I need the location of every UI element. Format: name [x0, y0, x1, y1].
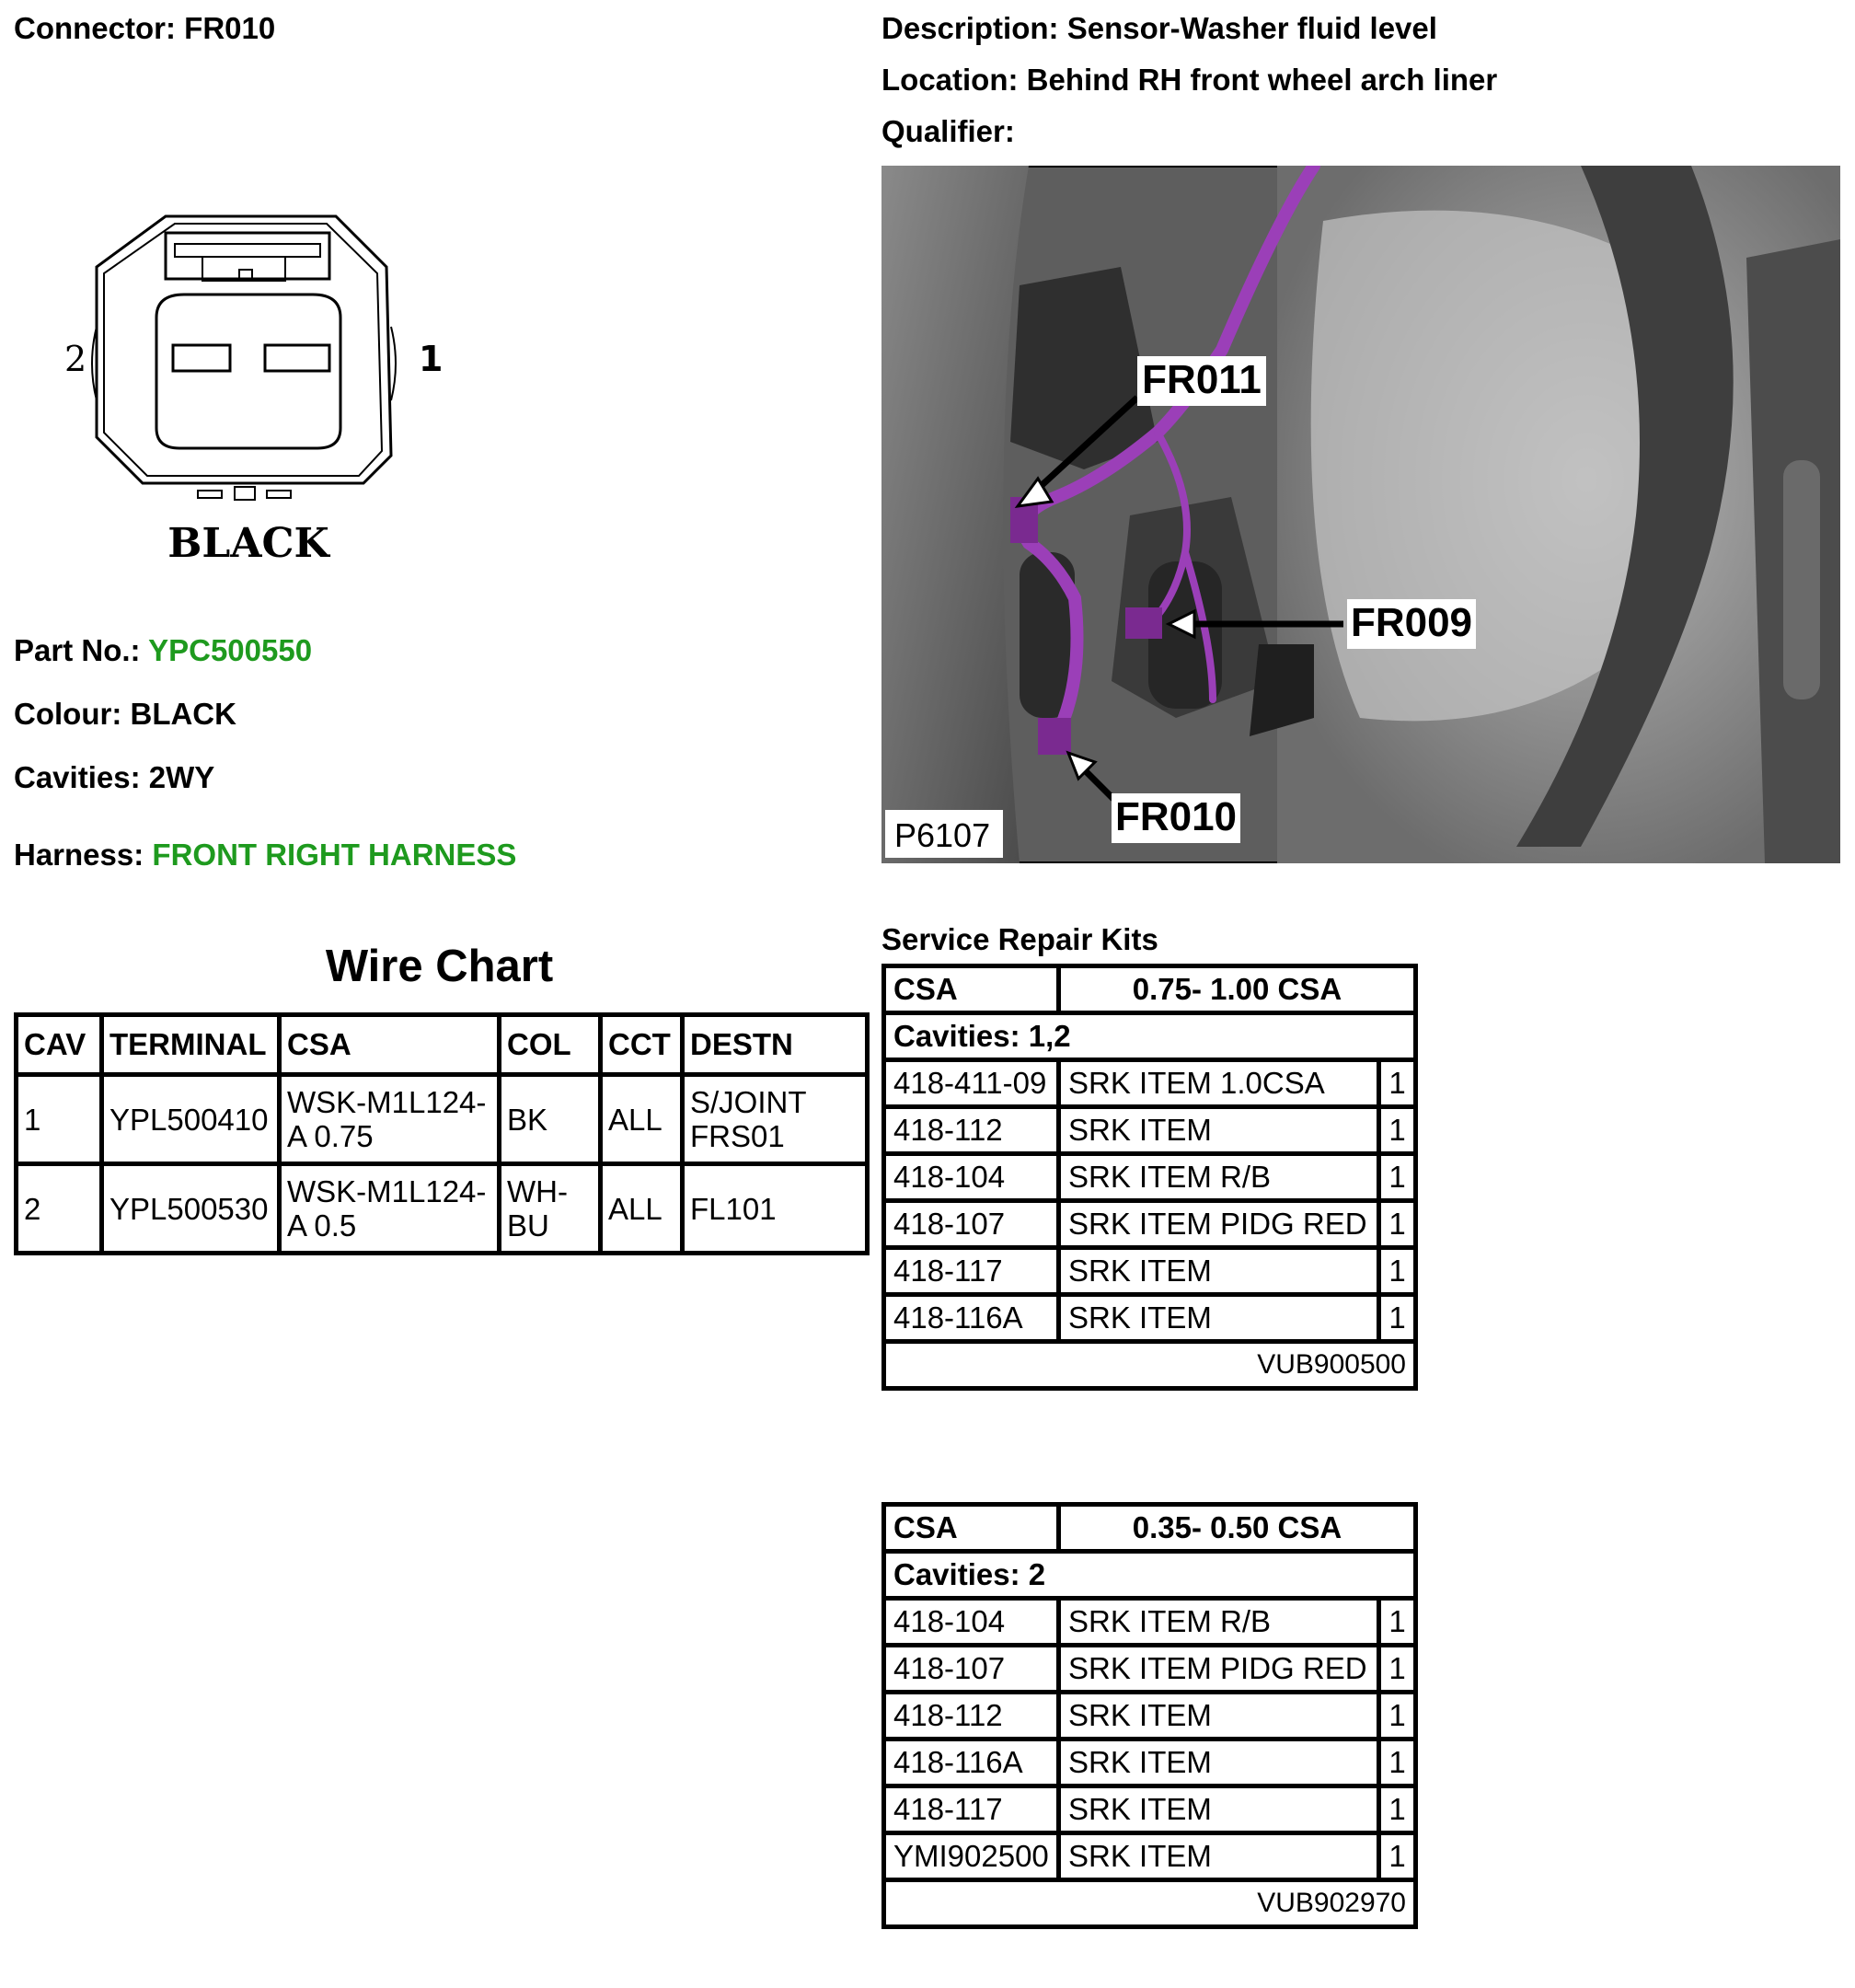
kit-number-row [884, 1880, 1416, 1927]
kit-item-desc: SRK ITEM [1059, 1248, 1379, 1295]
kit-item-qty: 1 [1379, 1154, 1416, 1201]
kit-part-no: 418-117 [884, 1248, 1059, 1295]
cell-terminal: YPL500410 [102, 1075, 280, 1164]
kit-part-no: 418-104 [884, 1599, 1059, 1646]
kit-number-row [884, 1342, 1416, 1389]
harness-line [14, 838, 516, 873]
table-row [884, 1740, 1416, 1786]
kit-item-qty: 1 [1379, 1693, 1416, 1740]
kit-item-desc: SRK ITEM [1059, 1295, 1379, 1342]
location-line [881, 63, 1497, 98]
cavities-line [14, 760, 214, 795]
kit-item-desc: SRK ITEM PIDG RED [1059, 1201, 1379, 1248]
table-row [17, 1164, 868, 1254]
kit-part-no: 418-107 [884, 1646, 1059, 1693]
kit-item-qty: 1 [1379, 1833, 1416, 1880]
kit-item-desc: SRK ITEM [1059, 1740, 1379, 1786]
service-repair-kits-title: Service Repair Kits [881, 922, 1158, 956]
table-row [884, 1060, 1416, 1107]
qualifier-label: Qualifier: [881, 114, 1015, 148]
colour-value: BLACK [130, 697, 236, 731]
pin-label-1: 1 [419, 339, 444, 379]
cell-cav: 2 [17, 1164, 102, 1254]
kit-item-qty: 1 [1379, 1786, 1416, 1833]
table-row [884, 1154, 1416, 1201]
header-destn: DESTN [683, 1015, 868, 1075]
kit-item-qty: 1 [1379, 1740, 1416, 1786]
connector-label: Connector: [14, 11, 176, 45]
table-row [884, 1295, 1416, 1342]
header-csa: CSA [280, 1015, 500, 1075]
table-row [884, 1693, 1416, 1740]
kit-part-no: 418-104 [884, 1154, 1059, 1201]
table-row [884, 1599, 1416, 1646]
connector-fr010-shape [1038, 718, 1071, 755]
cell-cct: ALL [601, 1164, 683, 1254]
kit-item-qty: 1 [1379, 1107, 1416, 1154]
repair-kit-table-1 [881, 964, 1418, 1391]
kit-cavities: Cavities: 1,2 [884, 1013, 1416, 1060]
kit-item-desc: SRK ITEM [1059, 1833, 1379, 1880]
callout-fr009: FR009 [1350, 600, 1473, 645]
kit-item-desc: SRK ITEM 1.0CSA [1059, 1060, 1379, 1107]
kit-part-no: 418-116A [884, 1295, 1059, 1342]
repair-kit-table-2 [881, 1502, 1418, 1929]
kit-item-qty: 1 [1379, 1060, 1416, 1107]
table-row [884, 1786, 1416, 1833]
kit-item-desc: SRK ITEM R/B [1059, 1599, 1379, 1646]
connector-line [14, 11, 275, 46]
wire-chart-header-row [17, 1015, 868, 1075]
connector-fr009-shape [1125, 607, 1162, 639]
table-row [17, 1075, 868, 1164]
photo-id: P6107 [894, 816, 991, 854]
header-cav: CAV [17, 1015, 102, 1075]
connector-face-diagram [46, 207, 451, 575]
kit-item-qty: 1 [1379, 1248, 1416, 1295]
cavities-label: Cavities: [14, 760, 141, 794]
cell-destn: FL101 [683, 1164, 868, 1254]
table-row [884, 1201, 1416, 1248]
kit-header-row [884, 1505, 1416, 1552]
harness-label: Harness: [14, 838, 144, 872]
description-line [881, 11, 1437, 46]
kit-item-qty: 1 [1379, 1295, 1416, 1342]
connector-color-text: BLACK [167, 520, 329, 567]
part-no-link[interactable]: YPC500550 [148, 633, 313, 667]
table-row [884, 1107, 1416, 1154]
table-row [884, 1833, 1416, 1880]
callout-fr010: FR010 [1114, 794, 1238, 839]
colour-label: Colour: [14, 697, 122, 731]
kit-item-qty: 1 [1379, 1201, 1416, 1248]
kit-item-desc: SRK ITEM [1059, 1786, 1379, 1833]
kit-cavities: Cavities: 2 [884, 1552, 1416, 1599]
kit-part-no: 418-112 [884, 1107, 1059, 1154]
kit-part-no: 418-117 [884, 1786, 1059, 1833]
cell-col: BK [500, 1075, 601, 1164]
kit-part-no: YMI902500 [884, 1833, 1059, 1880]
header-col: COL [500, 1015, 601, 1075]
qualifier-line [881, 114, 1015, 149]
kit-csa-value: 0.35- 0.50 CSA [1059, 1505, 1416, 1552]
cavity-2 [173, 345, 230, 371]
kit-cavities-row [884, 1552, 1416, 1599]
part-no-line [14, 633, 312, 668]
description-value: Sensor-Washer fluid level [1066, 11, 1437, 45]
kit-number: VUB902970 [884, 1880, 1416, 1927]
kit-part-no: 418-116A [884, 1740, 1059, 1786]
table-row [884, 1248, 1416, 1295]
location-photo [881, 166, 1840, 863]
cell-destn: S/JOINT FRS01 [683, 1075, 868, 1164]
kit-part-no: 418-107 [884, 1201, 1059, 1248]
kit-part-no: 418-112 [884, 1693, 1059, 1740]
table-row [884, 1646, 1416, 1693]
cell-csa: WSK-M1L124-A 0.75 [280, 1075, 500, 1164]
cell-cct: ALL [601, 1075, 683, 1164]
kit-item-qty: 1 [1379, 1599, 1416, 1646]
kit-item-desc: SRK ITEM [1059, 1693, 1379, 1740]
kit-csa-label: CSA [884, 1505, 1059, 1552]
kit-header-row [884, 966, 1416, 1013]
location-label: Location: [881, 63, 1019, 97]
kit-part-no: 418-411-09 [884, 1060, 1059, 1107]
kit-csa-label: CSA [884, 966, 1059, 1013]
header-cct: CCT [601, 1015, 683, 1075]
cell-terminal: YPL500530 [102, 1164, 280, 1254]
pin-label-2: 2 [64, 339, 87, 379]
kit-item-qty: 1 [1379, 1646, 1416, 1693]
wire-chart-title: Wire Chart [325, 942, 554, 991]
kit-item-desc: SRK ITEM [1059, 1107, 1379, 1154]
cell-col: WH-BU [500, 1164, 601, 1254]
cell-cav: 1 [17, 1075, 102, 1164]
cavities-value: 2WY [148, 760, 215, 794]
kit-item-desc: SRK ITEM PIDG RED [1059, 1646, 1379, 1693]
kit-cavities-row [884, 1013, 1416, 1060]
wire-chart-table [14, 1012, 870, 1255]
location-value: Behind RH front wheel arch liner [1026, 63, 1498, 97]
header-terminal: TERMINAL [102, 1015, 280, 1075]
kit-number: VUB900500 [884, 1342, 1416, 1389]
connector-value: FR010 [184, 11, 276, 45]
harness-link[interactable]: FRONT RIGHT HARNESS [152, 838, 517, 872]
kit-item-desc: SRK ITEM R/B [1059, 1154, 1379, 1201]
cavity-1 [265, 345, 329, 371]
colour-line [14, 697, 236, 732]
kit-csa-value: 0.75- 1.00 CSA [1059, 966, 1416, 1013]
callout-fr011: FR011 [1142, 357, 1262, 402]
part-no-label: Part No.: [14, 633, 141, 667]
description-label: Description: [881, 11, 1059, 45]
cell-csa: WSK-M1L124-A 0.5 [280, 1164, 500, 1254]
